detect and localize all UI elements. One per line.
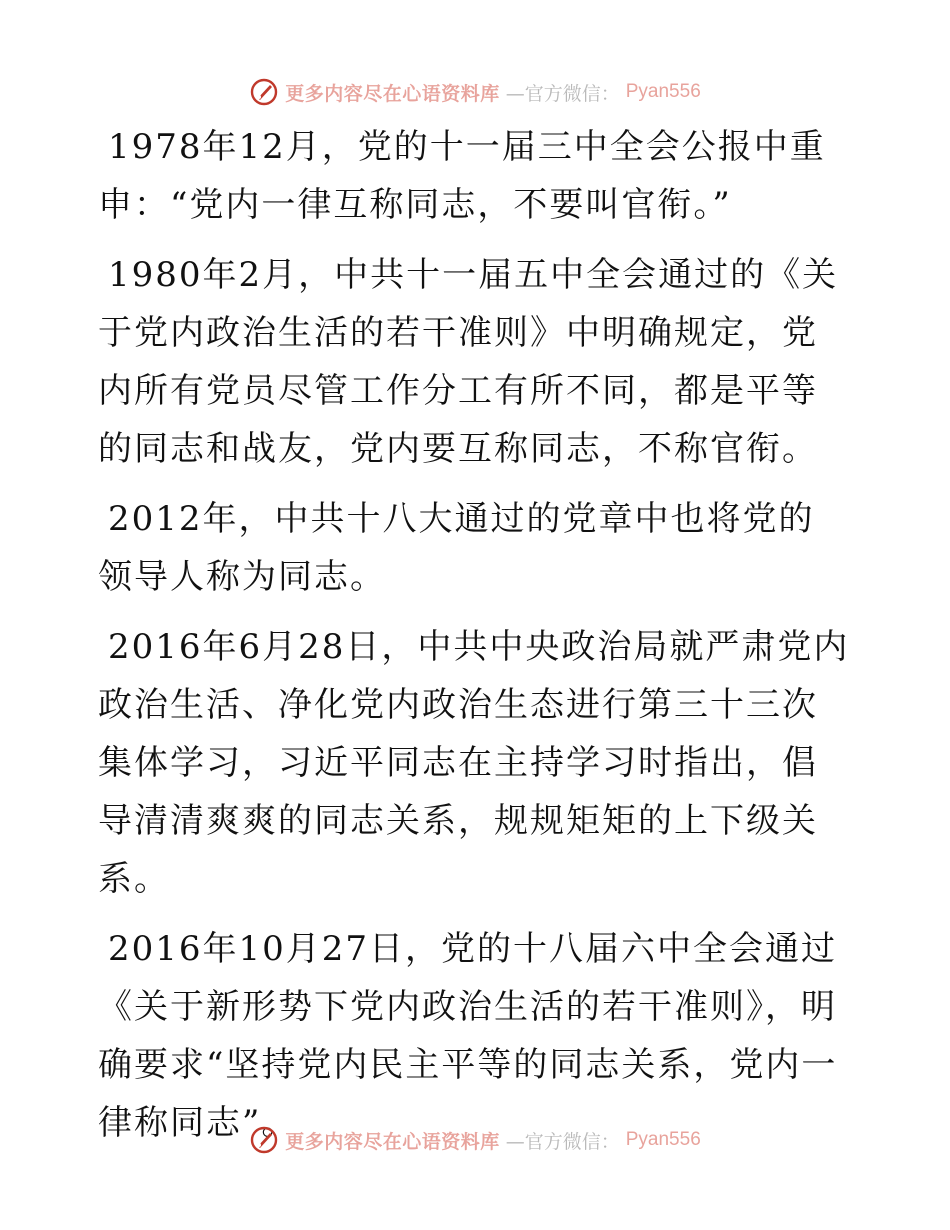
- paragraph-1980: 1980年2月，中共十一届五中全会通过的《关于党内政治生活的若干准则》中明确规定，党内所有党员尽管工作分工有所不同，都是平等的同志和战友，党内要互称同志，不称官衔。: [98, 255, 839, 469]
- watermark-text: 更多内容尽在心语资料库: [285, 82, 500, 105]
- document-body: [98, 118, 850, 1164]
- paragraph-2016-june: 2016年6月28日，中共中央政治局就严肃党内政治生活、净化党内政治生态进行第三十三次集体学习，习近平同志在主持学习时指出，倡导清清爽爽的同志关系，规规矩矩的上下级关系。: [98, 627, 850, 899]
- watermark-separator: —官方微信：: [505, 82, 620, 105]
- quill-seal-icon: [249, 1125, 279, 1155]
- paragraph-1978: 1978年12月，党的十一届三中全会公报中重申：“党内一律互称同志，不要叫官衔。”: [98, 127, 826, 225]
- watermark-separator: —官方微信：: [505, 1130, 620, 1153]
- header-watermark: [0, 72, 950, 112]
- watermark-wechat-id: Pyan556: [625, 81, 701, 102]
- paragraph-2016-october: 2016年10月27日，党的十八届六中全会通过《关于新形势下党内政治生活的若干准则》，明确要求“坚持党内民主平等的同志关系，党内一律称同志”。: [98, 929, 838, 1143]
- watermark-text: 更多内容尽在心语资料库: [285, 1130, 500, 1153]
- watermark-wechat-id: Pyan556: [625, 1129, 701, 1150]
- quill-seal-icon: [249, 77, 279, 107]
- paragraph-2012: 2012年，中共十八大通过的党章中也将党的领导人称为同志。: [98, 499, 815, 597]
- footer-watermark: [0, 1120, 950, 1160]
